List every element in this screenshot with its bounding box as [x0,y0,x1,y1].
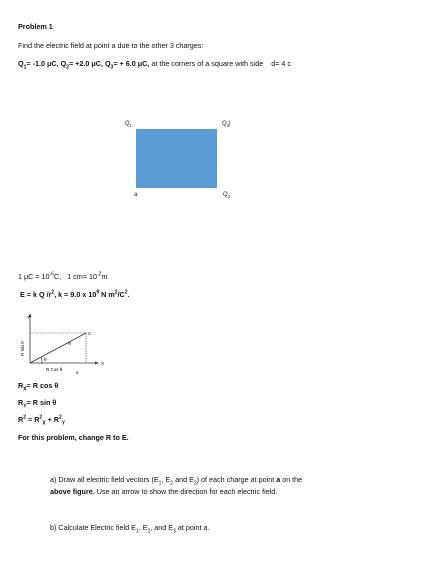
problem-instruction: Find the electric field at point a due to the other 3 charges: [18,41,204,50]
q1-label: $Q_1$ [125,121,133,129]
r-cos-label: R Cos θ [46,367,63,372]
question-a-line1: a) Draw all electric field vectors ($E_1$, $E_2$ and $E_3$) of each charge at point a on the [50,475,303,487]
unit-conversions: 1 $\mu C = 10^{-6}C$, 1 $cm= 10^{-2}m$ [18,271,108,281]
rx-equation: $R_X= R$ cos θ [18,381,59,393]
point-a-label: a [134,192,138,198]
component-diagram [16,308,111,378]
y-label: Y [27,315,31,320]
x-label: X [101,361,105,366]
r-label: R [68,341,72,346]
problem-heading: Problem 1 [18,22,53,31]
q2-label: $Q_2|$ [222,121,231,129]
change-note: For this problem, change R to E. [18,433,129,442]
theta-label: θ [44,357,47,362]
question-a-line2: above figure. Use an arrow to show the direction for each electric field. [50,487,278,496]
c-label: C [88,331,92,336]
question-b: b) Calculate Electric field $E_1$, $E_2$, and $E_3$ at point a. [50,523,210,535]
charge-square [136,129,217,188]
r-sin-label: R Sin θ [20,341,25,356]
ry-equation: $R_Y= R$ sin θ [18,398,57,410]
a-label: a [76,370,79,375]
coulomb-law: E = k Q $/r^2$, k = 9.0 x $10^9$ N $m^2/C^2$. [20,289,130,299]
r-squared-equation: $R^2 = R^2_X + R^2_Y$ [18,414,66,427]
x-axis-arrow [95,362,99,365]
r-vector [30,333,86,363]
q3-label: $Q_3$ [223,192,231,200]
theta-arc [41,357,42,363]
charges-line: $Q_1= -1.0$ μC, $Q_2= +2.0$ μC, $Q_3= + 6.0$ μC, at the corners of a square with side d= 4 c [18,59,291,71]
